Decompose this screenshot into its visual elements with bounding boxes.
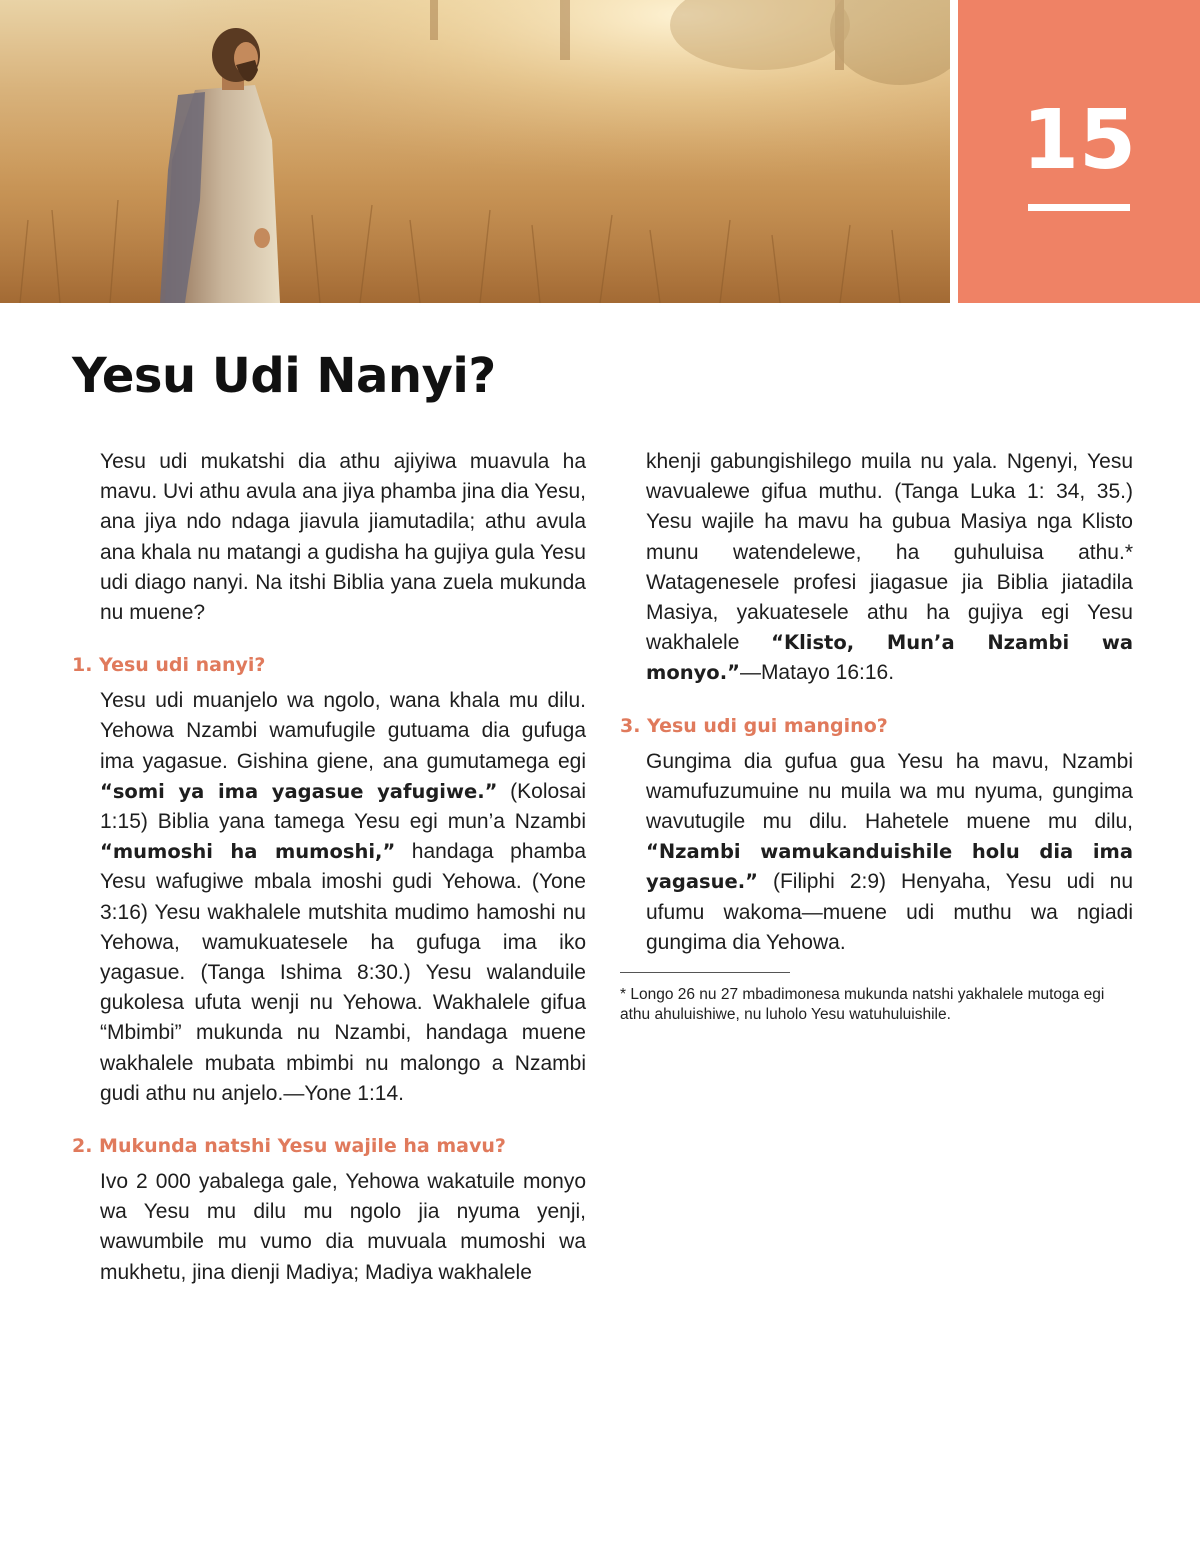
footnote: * Longo 26 nu 27 mbadimonesa mukunda natshi yakhalele mutoga egi athu ahuluishiwe, nu luholo Yesu watuhuluishile. bbox=[620, 986, 1105, 1024]
right-column bbox=[620, 447, 1134, 1025]
chapter-number: 15 bbox=[1021, 93, 1137, 188]
chapter-underline bbox=[1028, 204, 1130, 211]
field-scene-illustration bbox=[0, 0, 950, 303]
left-column bbox=[72, 447, 587, 1288]
question-2: 2. Mukunda natshi Yesu wajile ha mavu? bbox=[72, 1135, 506, 1158]
answer-2-part-b: khenji gabungishilego muila nu yala. Ngenyi, Yesu wavualewe gifua muthu. (Tanga Luka 1: 34, 35.) Yesu wajile ha mavu ha gubua Masiya nga Klisto munu watendelewe, ha guhuluisa athu.* Watagenesele profesi jiagasue jia Biblia jiatadila Masiya, yakuatesele athu ha gujiya egi Yesu wakhalele “Klisto, Mun’a Nzambi wa monyo.”—Matayo 16:16. bbox=[646, 450, 1134, 685]
intro-paragraph: Yesu udi mukatshi dia athu ajiyiwa muavula ha mavu. Uvi athu avula ana jiya phamba jina dia Yesu, ana jiya ndo ndaga jiavula jiamutadila; athu avula ana khala nu matangi a gudisha ha gujiya gula Yesu udi diago nanyi. Na itshi Biblia yana zuela mukunda nu muene? bbox=[100, 450, 586, 625]
question-3: 3. Yesu udi gui mangino? bbox=[620, 714, 888, 737]
hero-image bbox=[0, 0, 950, 303]
answer-1: Yesu udi muanjelo wa ngolo, wana khala mu dilu. Yehowa Nzambi wamufugile gutuama dia gufuga ima yagasue. Gishina giene, ana gumutamega egi “somi ya ima yagasue yafugiwe.” (Kolosai 1:15) Biblia yana tamega Yesu egi mun’a Nzambi “mumoshi ha mumoshi,” handaga phamba Yesu wafugiwe mbala imoshi gudi Yehowa. (Yone 3:16) Yesu wakhalele mutshita mudimo hamoshi nu Yehowa, wamukuatesele ha gufuga ima iko yagasue. (Tanga Ishima 8:30.) Yesu walanduile gukolesa ufuta wenji nu Yehowa. Wakhalele gifua “Mbimbi” mukunda nu Nzambi, handaga muene wakhalele mubata mbimbi nu malongo a Nzambi gudi athu nu anjelo.—Yone 1:14. bbox=[100, 689, 587, 1105]
chapter-badge bbox=[958, 0, 1200, 303]
question-1: 1. Yesu udi nanyi? bbox=[72, 654, 266, 677]
page-title: Yesu Udi Nanyi? bbox=[72, 348, 496, 404]
answer-2-part-a: Ivo 2 000 yabalega gale, Yehowa wakatuile monyo wa Yesu mu dilu mu ngolo jia nyuma yenji, wawumbile mu vumo dia muvuala mumoshi wa mukhetu, jina dienji Madiya; Madiya wakhalele bbox=[100, 1170, 586, 1284]
footnote-divider bbox=[620, 972, 790, 973]
answer-3: Gungima dia gufua gua Yesu ha mavu, Nzambi wamufuzumuine nu muila wa mu nyuma, gungima wavutugile mu dilu. Hahetele muene mu dilu, “Nzambi wamukanduishile holu dia ima yagasue.” (Filiphi 2:9) Henyaha, Yesu udi nu ufumu wakoma—muene udi muthu wa ngiadi gungima dia Yehowa. bbox=[646, 749, 1133, 954]
